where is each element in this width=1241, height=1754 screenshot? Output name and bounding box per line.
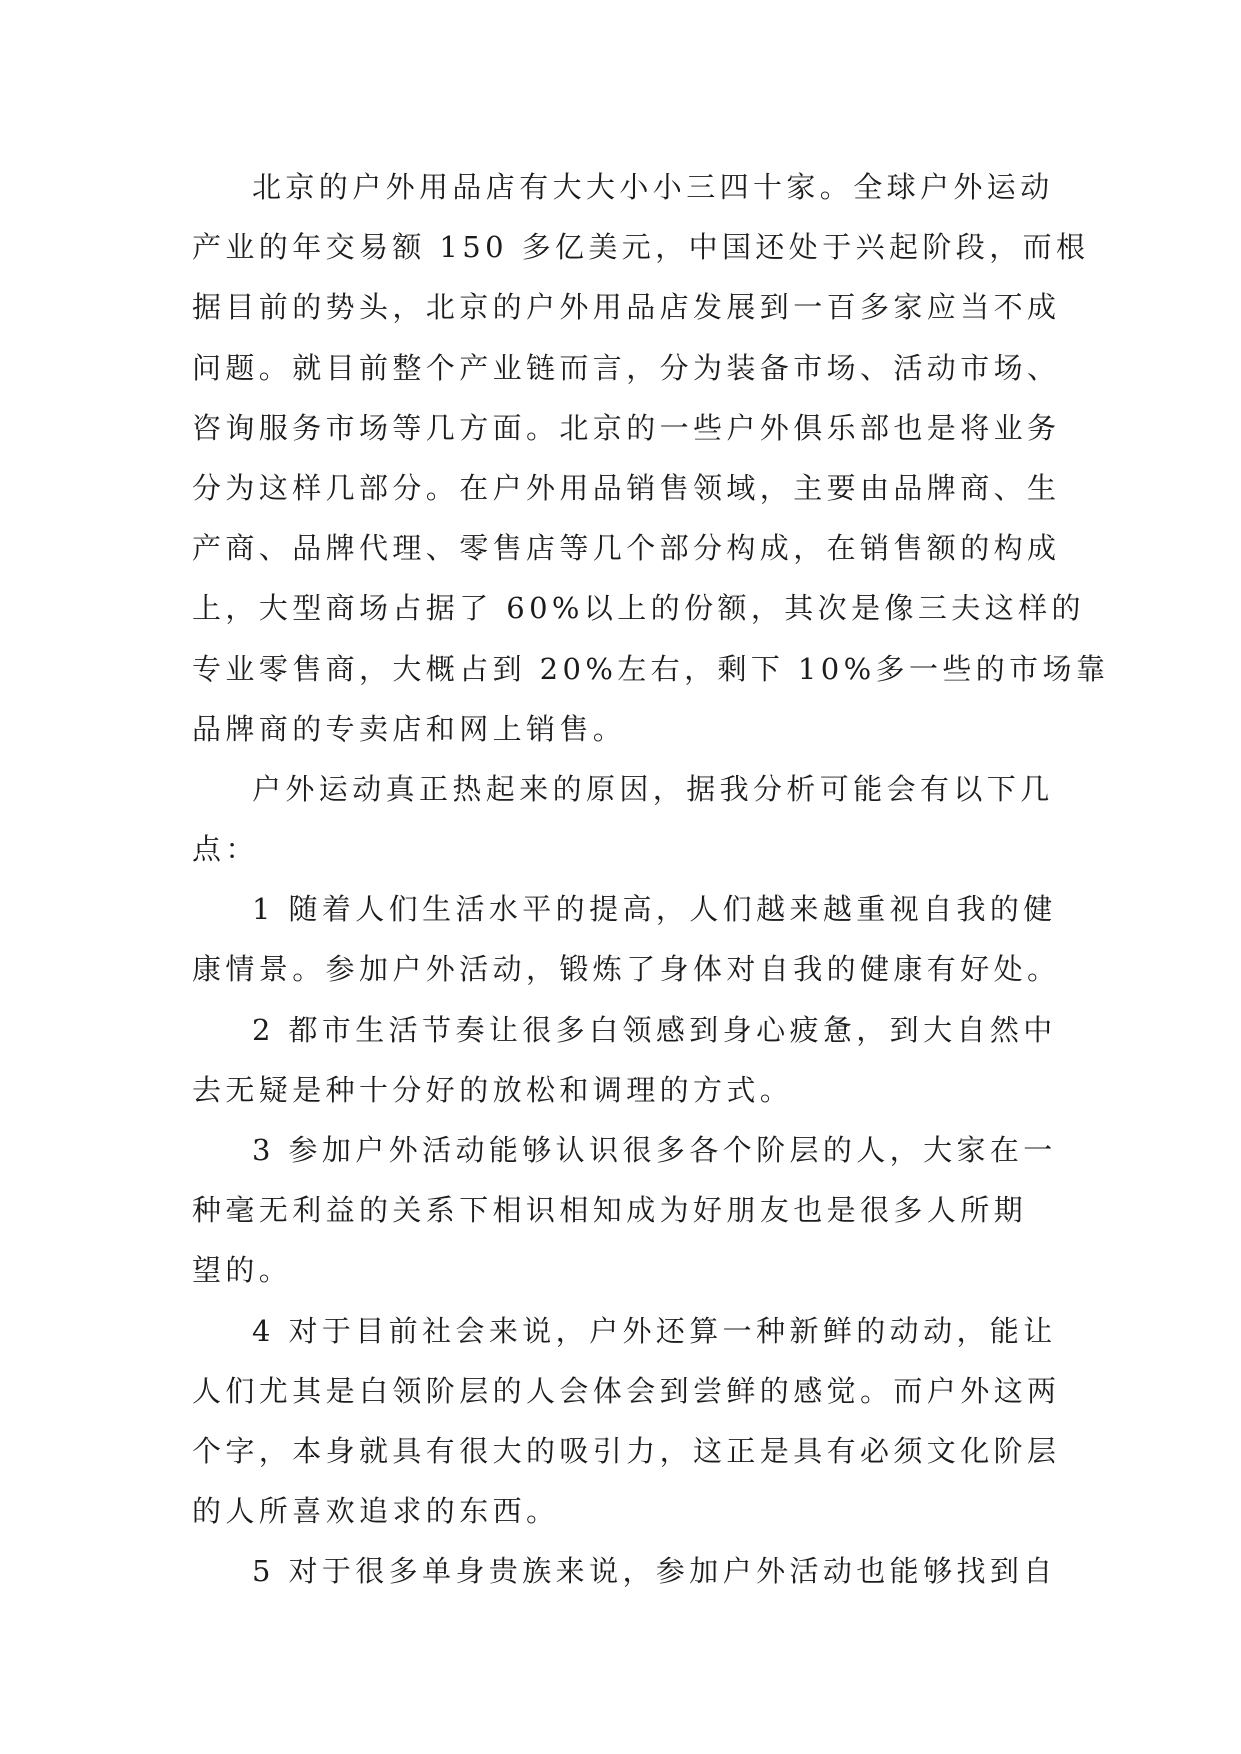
text-line: 问题。就目前整个产业链而言，分为装备市场、活动市场、 [192, 350, 1061, 385]
text-line: 5 对于很多单身贵族来说，参加户外活动也能够找到自 [252, 1554, 1057, 1589]
text-line: 户外运动真正热起来的原因，据我分析可能会有以下几 [252, 771, 1054, 806]
text-line: 咨询服务市场等几方面。北京的一些户外俱乐部也是将业务 [192, 410, 1061, 445]
text-line: 上，大型商场占据了 60%以上的份额，其次是像三夫这样的 [192, 591, 1085, 626]
text-line: 3 参加户外活动能够认识很多各个阶层的人，大家在一 [252, 1133, 1057, 1167]
text-line: 北京的户外用品店有大大小小三四十家。全球户外运动 [252, 170, 1054, 204]
text-line: 康情景。参加户外活动，锻炼了身体对自我的健康有好处。 [192, 952, 1061, 987]
text-line: 的人所喜欢追求的东西。 [192, 1494, 560, 1529]
paragraph-reason-1 [192, 879, 1061, 999]
text-line: 个字，本身就具有很大的吸引力，这正是具有必须文化阶层 [192, 1433, 1061, 1468]
text-line: 产商、品牌代理、零售店等几个部分构成，在销售额的构成 [192, 531, 1061, 566]
paragraph-retail-market [192, 157, 1110, 759]
paragraph-reason-2 [192, 1000, 1057, 1120]
paragraph-reason-4 [192, 1301, 1061, 1542]
text-line: 专业零售商，大概占到 20%左右，剩下 10%多一些的市场靠 [192, 651, 1110, 686]
text-line: 人们尤其是白领阶层的人会体会到尝鲜的感觉。而户外这两 [192, 1373, 1061, 1408]
text-line: 点： [192, 832, 259, 867]
text-line: 去无疑是种十分好的放松和调理的方式。 [192, 1072, 794, 1107]
text-line: 2 都市生活节奏让很多白领感到身心疲惫，到大自然中 [252, 1012, 1057, 1047]
text-line: 种毫无利益的关系下相识相知成为好朋友也是很多人所期 [192, 1193, 1028, 1228]
text-line: 品牌商的专卖店和网上销售。 [192, 711, 627, 746]
paragraph-reason-3 [192, 1120, 1057, 1301]
paragraph-reasons-intro [192, 759, 1054, 879]
text-line: 产业的年交易额 150 多亿美元，中国还处于兴起阶段，而根 [192, 230, 1090, 265]
text-line: 望的。 [192, 1253, 293, 1288]
text-line: 1 随着人们生活水平的提高，人们越来越重视自我的健 [252, 892, 1057, 927]
paragraph-reason-5 [192, 1541, 1057, 1601]
text-line: 4 对于目前社会来说，户外还算一种新鲜的动动，能让 [252, 1313, 1057, 1348]
text-line: 分为这样几部分。在户外用品销售领域，主要由品牌商、生 [192, 470, 1061, 505]
document-body [192, 157, 1110, 1602]
text-line: 据目前的势头，北京的户外用品店发展到一百多家应当不成 [192, 290, 1061, 325]
